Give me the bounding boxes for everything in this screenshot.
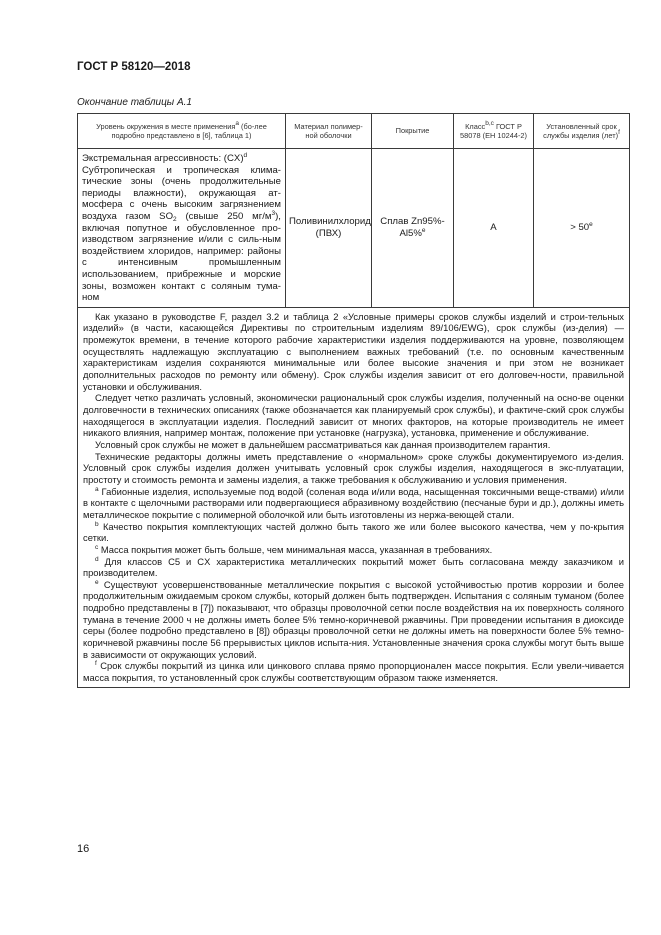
footnote-d: $^d$ Для классов C5 и CX характеристика металлических покрытий может быть согласована между заказчиком и производителем. — [83, 555, 624, 579]
table-notes-row — [78, 307, 630, 687]
header-environment: Уровень окружения в месте применения$^a$ (бо-лее подробно представлено в [6], таблица 1) — [78, 114, 286, 149]
footnote-f: $^f$ Срок службы покрытий из цинка или цинкового сплава прямо пропорционален массе покрытия. Если увели-чивается масса покрытия, то установленный срок службы соответствующим образом также изменяется. — [83, 660, 624, 684]
header-material: Материал полимер-ной оболочки — [286, 114, 372, 149]
note-paragraph: Следует четко различать условный, экономически рациональный срок службы изделия, полученный на осно-ве оценки долговечности в технических описаниях (также обозначается как планируемый срок службы), и фактиче-ский срок службы находящегося в эксплуатации изделия. Последний зависит от многих факторов, на которые производитель не имеет никакого влияния, например монтаж, положение при установке (нагрузка), установка, применение и обслуживание. — [83, 392, 624, 439]
header-class: Класс$^{b,c}$ ГОСТ Р 58078 (ЕН 10244-2) — [454, 114, 534, 149]
cell-class: A — [454, 149, 534, 308]
footnote-c: $^c$ Масса покрытия может быть больше, чем минимальная масса, указанная в требованиях. — [95, 543, 493, 555]
cell-environment: Экстремальная агрессивность: (CX)$^d$ Субтропическая и тропическая клима-тические зоны (очень продолжительные периоды влажности), окружающая ат-мосфера с очень высоким загрязнением воздуха газом $SO_2$ (свыше 250 $мг/м^3$), включая попутное и обусловленное про-изводством загрязнение и/или с силь-ным воздействием хлоридов, например: районы с интенсивным промышленным использованием, прибрежные и морские зоны, возможен контакт с соляным тума-ном — [78, 149, 286, 308]
page-number: 16 — [77, 843, 90, 855]
footnote-e: $^e$ Существуют усовершенствованные металлические покрытия с высокой устойчивостью против коррозии и более продолжительным ожидаемым сроком службы, который должен быть подтвержден. Испытания с соляным туманом (более подробно представлены в [7]) показывают, что образцы проволочной сетки после воздействия на их поверхность соляного тумана в течение 2000 ч не должны иметь более 5% темно-коричневой ржавчины. При проведении испытания в диоксиде серы (более подробно представлено в [8]) образцы проволочной сетки не должны иметь на поверхности более 5% темно-коричневой ржавчины после 56 прерывистых циклов испыта-ния. Установленные значения срока службы могут быть выше в зависимости от окружающих условий. — [83, 578, 624, 660]
standard-table — [77, 113, 630, 688]
note-paragraph: Условный срок службы не может в дальнейшем рассматриваться как данная производителем гарантия. — [95, 438, 551, 450]
cell-service-life: > $50^e$ — [534, 149, 630, 308]
table-row — [78, 149, 630, 308]
note-paragraph: Технические редакторы должны иметь представление о «нормальном» сроке службы документируемого из-делия. Условный срок службы изделия должен учитывать условный срок службы изделия, находящегося в экс-плуатации, простоту и стоимость ремонта и замены изделия, а также требования к обслуживанию и условия применения. — [83, 450, 624, 485]
footnote-a: $^a$ Габионные изделия, используемые под водой (соленая вода и/или вода, насыщенная токсичными веще-ствами) и/или в контакте с щелочными растворами или подвергающиеся абразивному воздействию (песчаные бури и др.), должны иметь металлическое покрытие с полимерной оболочкой или быть изготовлены из нержа-веющей стали. — [83, 485, 624, 520]
note-paragraph: Как указано в руководстве F, раздел 3.2 и таблица 2 «Условные примеры сроков службы изделий и строи-тельных изделий» (в части, касающейся Директивы по строительным изделиям 89/106/EWG), срок службы (из-делия) — промежуток времени, в течение которого рабочие характеристики изделия поддерживаются на уровне, позволяющем осуществлять надлежащую эксплуатацию с выполнением важных требований (т.е. по основным качественным характеристикам изделия сохраняются минимальные или более высокие значения и при этом не возникает дополнительных расходов по ремонту или обмену). Срок службы изделия зависит от его долговеч-ности, правильной установки и обслуживания. — [83, 310, 624, 392]
table-caption: Окончание таблицы А.1 — [77, 97, 192, 108]
footnote-b: $^b$ Качество покрытия комплектующих частей должно быть такого же или более высокого качества, чем у по-крытия сетки. — [83, 520, 624, 544]
cell-material: Поливинилхлорид (ПВХ) — [286, 149, 372, 308]
table-notes — [78, 307, 630, 687]
table-header-row — [78, 114, 630, 149]
cell-coating: Сплав Zn95%-Al5%$^e$ — [372, 149, 454, 308]
header-coating: Покрытие — [372, 114, 454, 149]
document-header: ГОСТ Р 58120—2018 — [77, 61, 191, 73]
header-service-life: Установленный срок службы изделия (лет)$^f$ — [534, 114, 630, 149]
